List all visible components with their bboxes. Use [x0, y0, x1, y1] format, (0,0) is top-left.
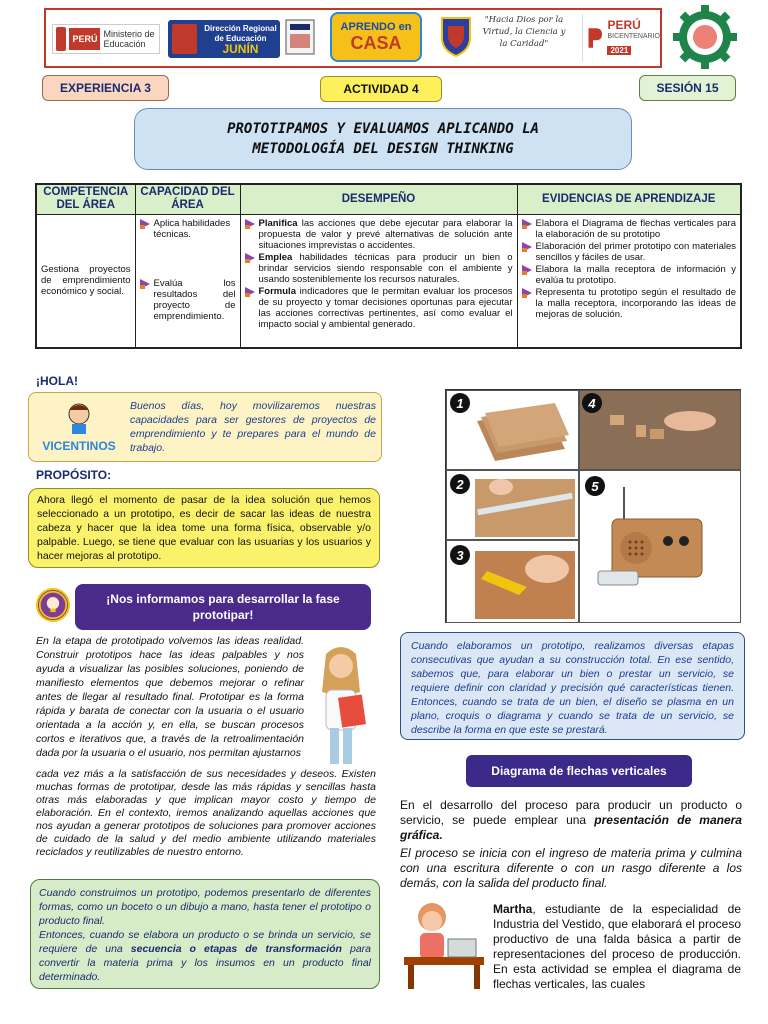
bullet-icon — [140, 279, 150, 289]
header-capacidad: CAPACIDAD DEL ÁREA — [135, 184, 240, 214]
drej-line1: Dirección Regional de Educación — [204, 24, 277, 43]
martha-sewing-illustration — [400, 897, 486, 993]
gear-emblem-icon — [672, 4, 738, 70]
competency-table — [35, 183, 742, 349]
hola-label: ¡HOLA! — [36, 374, 78, 388]
vicentinos-character-illustration — [36, 398, 122, 456]
prototipado-paragraph-1: En la etapa de prototipado volvemos las ideas realidad. Construir prototipos hace las ideas palpables y nos ayuda a visualizar las posibles soluciones, poniendo de manifiesto elementos que debemos mejorar o refinar antes de llegar al resultado final. Prototipar es la forma rápida y barata de conectar con la usuaria o el usuario orientada a la acción y, en ella, se buscan procesos cortos e iterativos que, a través de la retroalimentación dada por la usuaria o el usuario, nos permitan ajustarnos — [36, 635, 304, 759]
sesion-tag: SESIÓN 15 — [639, 75, 736, 101]
step-number: 2 — [450, 474, 470, 494]
capacidad-item: Aplica habilidades técnicas. — [140, 218, 236, 240]
table-header-row — [36, 184, 741, 214]
desempeno-item: Emplea habilidades técnicas para producir un bien o brindar servicios siendo responsable con el ambiente y usando sosteniblemente los recursos naturales. — [245, 252, 513, 285]
step-photo-assembly — [579, 390, 741, 470]
capacidad-cell — [135, 214, 240, 348]
drej-emblem-icon — [172, 24, 197, 54]
school-book-icon — [282, 14, 318, 60]
desempeno-cell — [240, 214, 517, 348]
aprendo-line2: CASA — [350, 32, 402, 53]
brain-lightbulb-icon — [36, 588, 70, 622]
capacidad-item: Evalúa los resultados del proyecto de emprendimiento. — [140, 278, 236, 322]
cardboard-radio-image — [580, 471, 741, 623]
evidencia-item: Elabora la malla receptora de información y evalúa tu prototipo. — [522, 264, 737, 286]
diagrama-paragraph-2: El proceso se inicia con el ingreso de materia prima y culmina con una escritura diferente o con un rasgo diferente a los demás, con la salida del producto final. — [400, 846, 742, 890]
header-desempeno: DESEMPEÑO — [240, 184, 517, 214]
cardboard-pieces-image — [580, 391, 741, 470]
experiencia-tag: EXPERIENCIA 3 — [42, 75, 169, 101]
elaboracion-note-box: Cuando elaboramos un prototipo, realizamos diversas etapas consecutivas que ayudan a su construcción total. En ese sentido, sabemos que, para elaborar un bien o prestar un servicio, se requiere definir con claridad y precisión qué características tienen. Entonces, cuando se trata de un bien, el diseño se plasma en un plano, croquis o diagrama y cuando se trata de un servicio, se describe la forma en que este se prestará. — [400, 632, 745, 740]
step-number: 4 — [582, 393, 602, 413]
diagrama-title-banner: Diagrama de flechas verticales — [466, 755, 692, 787]
bullet-icon — [245, 219, 255, 229]
prototipo-note-box — [30, 879, 380, 989]
step-number: 1 — [450, 393, 470, 413]
school-motto: "Hacia Dios por la Virtud, la Ciencia y la Caridad" — [482, 15, 566, 49]
page-title-box — [134, 108, 632, 170]
evidencias-cell — [517, 214, 741, 348]
header-evidencias: EVIDENCIAS DE APRENDIZAJE — [517, 184, 741, 214]
competencia-text: Gestiona proyectos de emprendimiento económico y social. — [41, 264, 131, 298]
header-competencia: COMPETENCIA DEL ÁREA — [36, 184, 135, 214]
evidencia-item: Elaboración del primer prototipo con materiales sencillos y fáciles de usar. — [522, 241, 737, 263]
school-shield-icon — [438, 14, 474, 58]
aprendo-line1: APRENDO en — [340, 20, 412, 33]
vicentinos-text: VICENTINOS — [42, 439, 116, 453]
peru-shield-icon — [56, 27, 66, 51]
martha-paragraph: Martha, estudiante de la especialidad de Industria del Vestido, que elaborará el proceso productivo de una falda básica a partir de representaciones del proceso de producción. En esta actividad se emplea el diagrama de flechas verticales, las cuales — [493, 902, 741, 991]
step-photo-radio-prototype — [579, 470, 741, 623]
girl-with-folder-illustration — [306, 642, 376, 768]
bullet-icon — [522, 219, 532, 229]
nos-informamos-banner: ¡Nos informamos para desarrollar la fase prototipar! — [75, 584, 371, 630]
bullet-icon — [245, 287, 255, 297]
step-number: 3 — [450, 545, 470, 565]
minedu-name: Ministerio de Educación — [103, 29, 155, 49]
proposito-label: PROPÓSITO: — [36, 468, 112, 482]
bicentenario-logo — [582, 14, 660, 62]
bullet-icon — [245, 253, 255, 263]
minedu-peru-label: PERÚ — [69, 28, 100, 50]
bullet-icon — [522, 288, 532, 298]
competencia-cell — [36, 214, 135, 348]
drej-logo — [168, 20, 280, 58]
desempeno-item: Formula indicadores que le permitan evaluar los procesos de su proyecto y tomar decisiones oportunas para ejecutar las acciones correctivas pertinentes, así como evaluar el impacto social y ambiental generado. — [245, 286, 513, 330]
drej-line2: JUNÍN — [222, 42, 259, 56]
diagrama-paragraph-1: En el desarrollo del proceso para producir un producto o servicio, se puede emplear una presentación de manera gráfica. — [400, 798, 742, 842]
bullet-icon — [140, 219, 150, 229]
bullet-icon — [522, 242, 532, 252]
proposito-box: Ahora llegó el momento de pasar de la idea solución que hemos seleccionado a un prototipo, es decir de sacar las ideas de nuestra cabeza y hacer que la idea tome una forma física, observable y/o palpable. Luego, se tiene que evaluar con las usuarias y los usuarios y hacer mejoras al prototipo. — [28, 488, 380, 568]
evidencia-item: Representa tu prototipo según el resultado de la malla receptora, incorporando las ideas de mejoras de solución. — [522, 287, 737, 320]
step-number: 5 — [585, 476, 605, 496]
evidencia-item: Elabora el Diagrama de flechas verticales para la elaboración de su prototipo — [522, 218, 737, 240]
bicentenario-year: 2021 — [607, 46, 631, 55]
minedu-logo — [52, 24, 160, 54]
green-box-p2: Entonces, cuando se elabora un producto o se brinda un servicio, se requiere de una secuencia o etapas de transformación para convertir la materia prima y los insumos en un producto final determinado. — [39, 929, 371, 983]
prototype-steps-photo-grid — [445, 389, 741, 623]
peru-p-icon — [587, 23, 603, 53]
desempeno-item: Planifica las acciones que debe ejecutar para elaborar la propuesta de valor y prevé alternativas de solución ante situaciones imprevistas o accidentes. — [245, 218, 513, 251]
hola-text: Buenos días, hoy movilizaremos nuestras capacidades para ser gestores de proyectos de emprendimiento y te prepares para el mundo de trabajo. — [130, 400, 376, 454]
prototipado-paragraph-2: cada vez más a la satisfacción de sus necesidades y deseos. Existen muchas formas de prototipar, desde las más rápidas y sencillas hasta otras más elaboradas y que implican mayor costo y tiempo de elaboración. En el contexto, iremos analizando aquellas acciones que nos ayudan a generar prototipos de soluciones para promover acciones de cuidado de la salud y del medio ambiente utilizando materiales reciclados y reutilizables de nuestro entorno. — [36, 768, 376, 858]
green-box-p1: Cuando construimos un prototipo, podemos presentarlo de diferentes formas, como un boceto o un dibujo a mano, hasta tener el prototipo o producto final. — [39, 887, 371, 927]
actividad-tag: ACTIVIDAD 4 — [320, 76, 442, 102]
aprendo-en-casa-logo — [330, 12, 422, 62]
page-title: PROTOTIPAMOS Y EVALUAMOS APLICANDO LA METODOLOGÍA DEL DESIGN THINKING — [227, 121, 539, 157]
table-row — [36, 214, 741, 348]
bicentenario-peru: PERÚ — [607, 18, 641, 32]
bicentenario-label: BICENTENARIO — [607, 33, 660, 40]
bullet-icon — [522, 265, 532, 275]
